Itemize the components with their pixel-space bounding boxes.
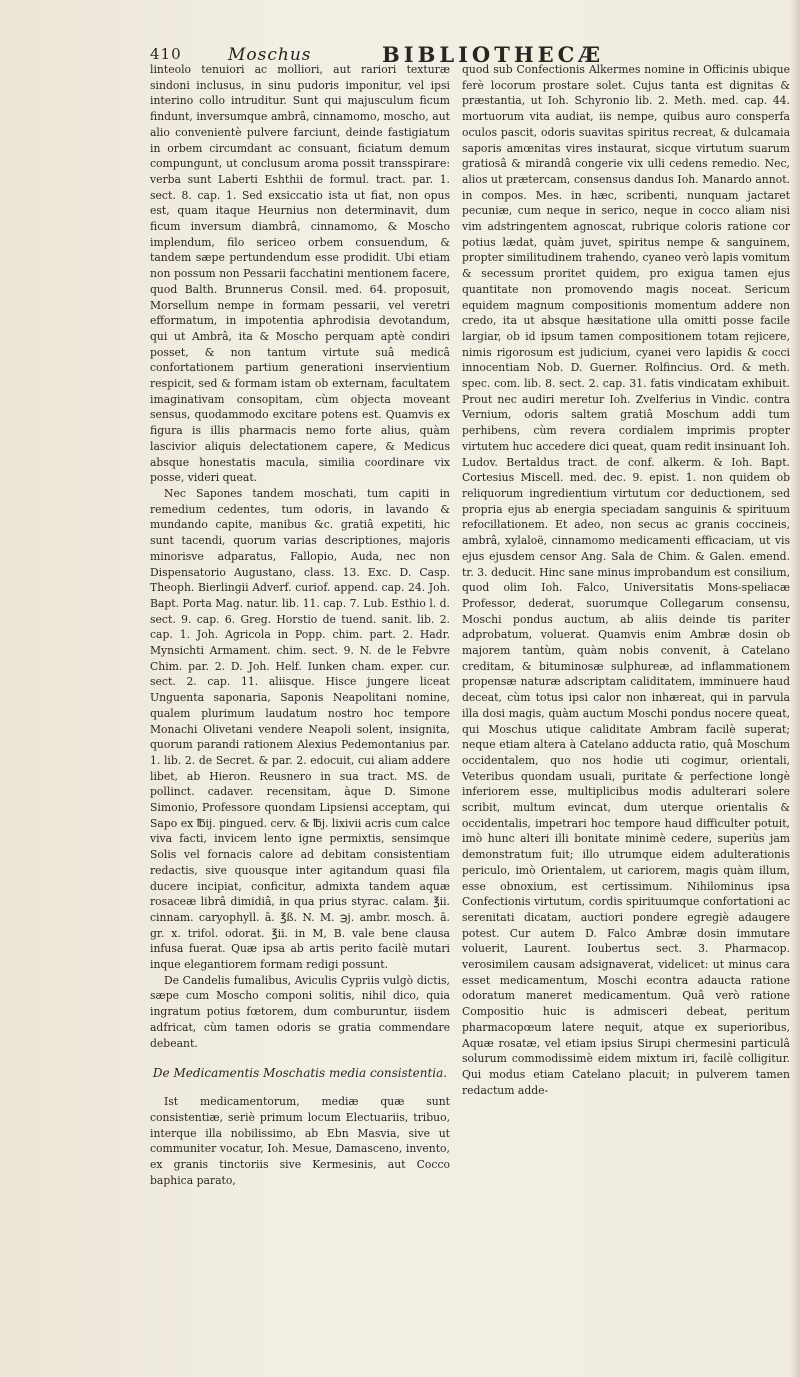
running-title: Moschus xyxy=(228,45,312,65)
paragraph: quod sub Confectionis Alkermes nomine in Officinis ubique ferè locorum prostare solet. Cujus tanta est dignitas & præstantia, ut Ioh. Schyronio lib. 2. Meth. med. cap. 44. mortuorum vita audiat, iis nempe, quibus auro consperfa oculos pascit, odoris suavitas spiritus recreat, & dulcamaia saporis amœnitas vires instaurat, sicque virtutum suarum gratiosâ & mirandâ congerie vix ulli cedens remedio. Nec, alios ut prætercam, consensus dandus Ioh. Manardo annot. in compos. Mes. in hæc, scribenti, nunquam jactaret pecuniæ, cum neque in serico, neque in cocco aliam nisi vim adstringentem agnoscat, rubrique coloris ratione cor potius lædat, quàm juvet, spiritus nempe & sanguinem, propter similitudinem trahendo, cyaneo verò lapis vomitum & secessum proritet quidem, pro exigua tamen ejus quantitate non promovendo magis noceat. Sericum equidem magnum compositionis momentum addere non credo, ita ut absque hæsitatione ulla omitti posse facile largiar, ob id ipsum tamen compositionem totam rejicere, nimis rigorosum est judicium, cyanei vero lapidis & cocci innocentiam Nob. D. Guerner. Rolfincius. Ord. & meth. spec. com. lib. 8. sect. 2. cap. 31. fatis vindicatam exhibuit. Prout nec audiri meretur Ioh. Zvelferius in Vindic. contra Vernium, odoris saltem gratiâ Moschum addi tum perhibens, cùm revera cordialem imprimis propter virtutem huc accedere dici queat, quam redit insinuant Ioh. Ludov. Bertaldus tract. de conf. alkerm. & Ioh. Bapt. Cortesius Miscell. med. dec. 9. epist. 1. non quidem ob reliquorum ingredientium virtutum cor deductionem, sed propria ejus ab energia speciadam sanguinis & spirituum refocillationem. Et adeo, non secus ac granis coccineis, ambrâ, xylaloë, cinnamomo medicamenti efficaciam, ut vis ejus ejusdem censor Ang. Sala de Chim. & Galen. emend. tr. 3. deducit. Hinc sane minus improbandum est consilium, quod olim Ioh. Falco, Universitatis Mons-speliacæ Professor, dederat, suorumque Collegarum consensu, Moschi pondus auctum, ab aliis deinde tis pariter adprobatum, voluerat. Quamvis enim Ambræ dosin ob majorem tantùm, quàm nobis convenit, à Catelano creditam, & bituminosæ sulphureæ, ad inflammationem propensæ naturæ adscriptam caliditatem, imminuere haud deceat, cùm totus ipsi calor non inhæreat, qui in parvula illa dosi magis, quàm auctum Moschi pondus nocere queat, qui Moschus utique caliditate Ambram facilè superat; neque etiam altera à Catelano adducta ratio, quâ Moschum occidentalem, quo nos hodie uti cogimur, orientali, Veteribus quondam usuali, puritate & perfectione longè inferiorem esse, multiplicibus modis adulterari solere scribit, multum evincat, dum uterque orientalis & occidentalis, impetrari hoc tempore haud difficulter potuit, imò hunc alteri illi bonitate minimè cedere, superiùs jam demonstratum fuit; illo utrumque eidem adulterationis periculo, imò Orientalem, ut cariorem, magis quàm illum, esse obnoxium, est certissimum. Nihilominus ipsa Confectionis virtutum, cordis spirituumque confortationi ac serenitati dicatam, auctiori pondere egregiè adaugere potest. Cur autem D. Falco Ambræ dosin immutare voluerit, Laurent. Ioubertus sect. 3. Pharmacop. verosimilem causam adsignaverat, videlicet: ut minus cara esset medicamentum, Moschi econtra adaucta ratione odoratum maneret medicamentum. Quâ verò ratione Compositio huic is admisceri debeat, peritum pharmacopœum latere nequit, atque ex superioribus, Aquæ rosatæ, vel etiam ipsius Sirupi chermesini particulâ solurum commodissimè eidem mixtum iri, facilè colligitur. Qui modus etiam Catelano placuit; in pulverem tamen redactum adde- xyxy=(462,63,790,1097)
paragraph: Nec Sapones tandem moschati, tum capiti in remedium cedentes, tum odoris, in lavando & mundando capite, manibus &c. gratiâ expetiti, hic sunt tacendi, quorum varias descriptiones, majoris minorisve adparatus, Fallopio, Auda, nec non Dispensatorio Augustano, class. 13. Exc. D. Casp. Theoph. Bierlingii Adverf. curiof. append. cap. 24. Joh. Bapt. Porta Mag. natur. lib. 11. cap. 7. Lub. Esthio l. d. sect. 9. cap. 6. Greg. Horstio de tuend. sanit. lib. 2. cap. 1. Joh. Agricola in Popp. chim. part. 2. Hadr. Mynsichti Armament. chim. sect. 9. N. de le Febvre Chim. par. 2. D. Joh. Helf. Iunken cham. exper. cur. sect. 2. cap. 11. aliisque. Hisce jungere liceat Unguenta saponaria, Saponis Neapolitani nomine, qualem plurimum laudatum nostro hoc tempore Monachi Olivetani vendere Neapoli solent, insignita, quorum parandi rationem Alexius Pedemontanius par. 1. lib. 2. de Secret. & par. 2. edocuit, cui aliam addere libet, ab Hieron. Reusnero in sua tract. MS. de pollinct. cadaver. recensitam, àque D. Simone Simonio, Professore quondam Lipsiensi acceptam, qui Sapo ex ℔ij. pingued. cerv. & ℔j. lixivii acris cum calce viva facti, invicem lento igne permixtis, sensimque Solis vel fornacis calore ad debitam consistentiam redactis, sive quousque inter agitandum quasi fila ducere incipiat, conficitur, admixta tandem aquæ rosaceæ librâ dimidiâ, in qua prius styrac. calam. ℥ii. cinnam. caryophyll. ā. ℥ß. N. M. ℈j. ambr. mosch. ā. gr. x. trifol. odorat. ℥ii. in M, B. vale bene clausa infusa fuerat. Quæ ipsa ab artis perito facilè mutari inque elegantiorem formam redigi possunt. xyxy=(150,486,450,972)
section-title: De Medicamentis Moschatis media consistentia. xyxy=(152,1066,448,1081)
page-edge-shadow xyxy=(790,0,800,1377)
page-number: 410 xyxy=(150,45,182,63)
book-title: BIBLIOTHECÆ xyxy=(382,42,605,67)
paragraph: De Candelis fumalibus, Aviculis Cypriis vulgò dictis, sæpe cum Moscho componi solitis, nihil dico, quia ingratum potius fœtorem, dum comburuntur, iisdem adfricat, cùm tamen odoris se gratia commendare debeant. xyxy=(150,973,450,1050)
left-column xyxy=(150,62,450,1187)
right-column xyxy=(462,62,790,1170)
paragraph: linteolo tenuiori ac molliori, aut rariori texturæ sindoni inclusus, in sinu pudoris imponitur, vel ipsi interino collo intruditur. Sunt qui majusculum ficum findunt, inversumque ambrâ, cinnamomo, moscho, aut alio convenientè pulvere farciunt, deinde fastigiatum in orbem circumdant ac consuant, ficiatum demum compungunt, ut conclusum aroma possit transspirare: verba sunt Laberti Eshthii de formul. tract. par. 1. sect. 8. cap. 1. Sed exsiccatio ista ut fiat, non opus est, quam itaque Heurnius non determinavit, dum ficum inversum diambrâ, cinnamomo, & Moscho implendum, filo sericeo orbem consuendum, & tandem sæpe pertundendum esse prodidit. Ubi etiam non possum non Pessarii facchatini mentionem facere, quod Balth. Brunnerus Consil. med. 64. proposuit, Morsellum nempe in formam pessarii, vel veretri efformatum, in impotentia aphrodisia devotandum, qui ut Ambrâ, ita & Moscho perquam aptè condiri posset, & non tantum virtute suâ medicâ confortationem partium generationi inservientium respicit, sed & formam istam ob externam, facultatem imaginativam consopitam, cùm objecta moveant sensus, quodammodo excitare potens est. Quamvis ex figura is illis pharmacis nemo forte alius, quàm lascivior aliquis delectationem capere, & Medicus absque honestatis macula, similia coordinare vix posse, videri queat. xyxy=(150,63,450,485)
paragraph: Ist medicamentorum, mediæ quæ sunt consistentiæ, seriè primum locum Electuariis, tribuo, interque illa nobilissimo, ab Ebn Masvia, sive ut communiter vocatur, Ioh. Mesue, Damasceno, invento, ex granis tinctoriis sive Kermesinis, aut Cocco baphica parato, xyxy=(150,1095,450,1187)
